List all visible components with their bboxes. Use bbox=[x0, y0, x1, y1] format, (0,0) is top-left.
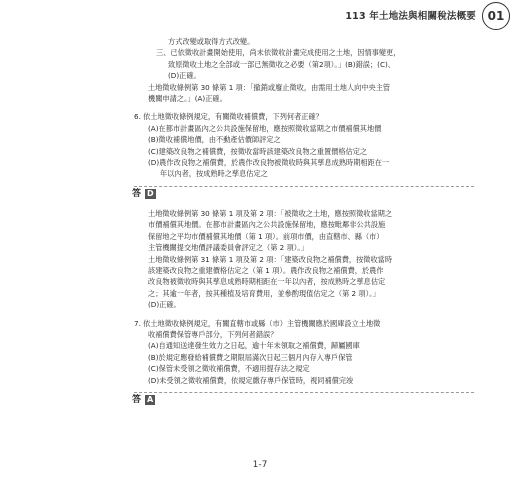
answer-label: 答 bbox=[132, 188, 142, 199]
explanation-line: 之；其逾一年者，按其種植及培育費用，並參酌現值估定之（第 2 項）。」 bbox=[148, 288, 380, 298]
explanation-line: 主管機關提交地價評議委員會評定之（第 2 項）。」 bbox=[148, 243, 309, 253]
explanation-line: 保留地之平均市價補償其地價（第 1 項）。前項市價，由直轄市、縣（市） bbox=[148, 231, 384, 241]
question-6-stem: 6. 依土地徵收條例規定，有關徵收補償費，下列何者正確？ bbox=[134, 112, 323, 122]
q7-answer-bar bbox=[134, 392, 424, 404]
page-content bbox=[134, 36, 424, 410]
answer-label: 答 bbox=[132, 394, 142, 405]
text-line: (D)正確。 bbox=[168, 71, 201, 81]
q6-option-c: (C)建築改良物之補償費，按徵收當時該建築改良物之重置價格估定之 bbox=[148, 146, 368, 156]
question-7-stem: 7. 依土地徵收條例規定，有關直轄市或縣（市）主管機關應於國庫設立土地徵 bbox=[134, 318, 381, 328]
explanation-line: 改良物被徵收時與其孳息成熟時期相距在一年以內者，按成熟時之孳息估定 bbox=[148, 277, 386, 287]
text-line: 三、已依徵收計畫開始使用，尚未依徵收計畫完成使用之土地，因情事變更， bbox=[156, 48, 401, 58]
page-number: 1-7 bbox=[252, 460, 268, 470]
answer-box: D bbox=[147, 188, 154, 198]
explanation-line: 市價補償其地價。在都市計畫區內之公共設施保留地，應按毗鄰非公共設施 bbox=[148, 220, 386, 230]
text-line: 機關申請之。」(A)正確。 bbox=[148, 94, 227, 104]
q6-option-b: (B)徵收補償地價，由不動產估價師評定之 bbox=[148, 135, 281, 145]
q7-option-d: (D)未受領之徵收補償費，依規定繳存專戶保管時，視同補償完竣 bbox=[148, 375, 354, 385]
explanation-line: 土地徵收條例第 30 條第 1 項及第 2 項：「被徵收之土地，應按照徵收當期之 bbox=[148, 208, 393, 218]
answer-box: A bbox=[147, 394, 154, 404]
q6-option-a: (A)在都市計畫區內之公共設施保留地，應按照徵收當期之市價補償其地價 bbox=[148, 123, 382, 133]
explanation-line: 該建築改良物之重建價格估定之（第 1 項）。農作改良物之補償費，於農作 bbox=[148, 265, 384, 275]
q6-option-d-cont: 年以內者，按成熟時之孳息估定之 bbox=[160, 169, 268, 179]
explanation-line: 土地徵收條例第 31 條第 1 項及第 2 項：「建築改良物之補償費，按徵收當時 bbox=[148, 254, 393, 264]
q7-option-b: (B)於規定應發給補償費之期限屆滿次日起三個月內存入專戶保管 bbox=[148, 352, 353, 362]
text-line: 土地徵收條例第 30 條第 1 項：「撤銷或廢止徵收，由需用土地人向中央主管 bbox=[148, 82, 391, 92]
q6-option-d: (D)農作改良物之補償費，於農作改良物被徵收時與其孳息成熟時期相距在一 bbox=[148, 158, 390, 168]
running-header: 113 年土地法與相關稅法概要 bbox=[345, 11, 476, 22]
explanation-line: (D)正確。 bbox=[148, 300, 181, 310]
question-7-stem-cont: 收補償費保管專戶部分，下列何者錯誤？ bbox=[148, 329, 278, 339]
chapter-badge: 01 bbox=[482, 2, 510, 30]
text-line: 致原徵收土地之全部或一部已無徵收之必要（第2項）。」(B)錯誤；(C)、 bbox=[168, 59, 395, 69]
text-line: 方式改變或取得方式改變。 bbox=[168, 37, 255, 46]
q6-answer-bar bbox=[134, 186, 424, 198]
q7-option-a: (A)自通知送達發生效力之日起，逾十年未領取之補償費，歸屬國庫 bbox=[148, 341, 360, 351]
q7-option-c: (C)保管未受領之徵收補償費，不適用提存法之規定 bbox=[148, 364, 310, 374]
